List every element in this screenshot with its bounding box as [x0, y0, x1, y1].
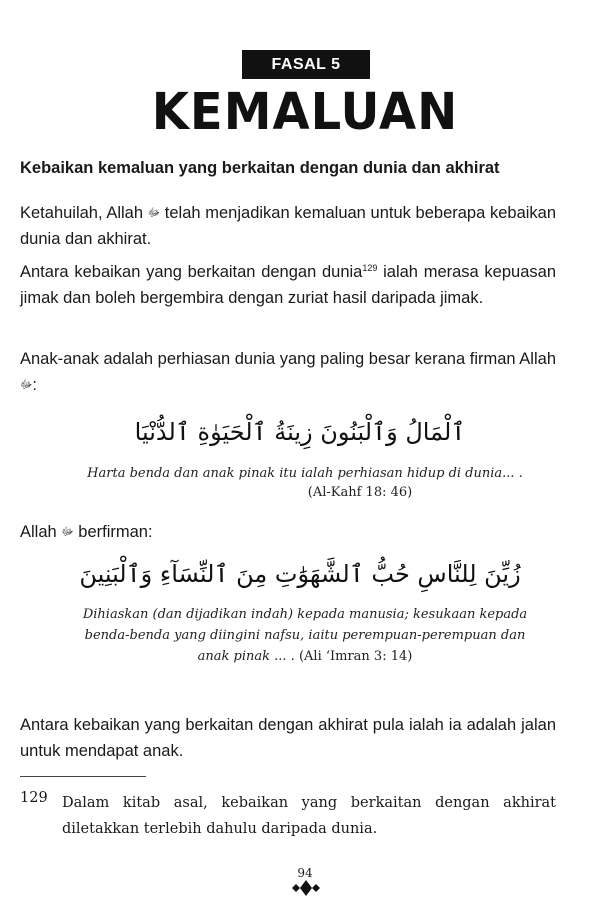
footnote-divider	[20, 776, 146, 777]
para2-text-start: Antara kebaikan yang berkaitan dengan dunia	[20, 263, 363, 281]
footnote-text: Dalam kitab asal, kebaikan yang berkaitan dengan akhirat diletakkan terlebih dahulu daripada dunia.	[62, 795, 556, 837]
verse-1-arabic: ٱلْمَالُ وَٱلْبَنُونَ زِينَةُ ٱلْحَيَوٰةِ ٱلدُّنْيَا	[134, 418, 466, 446]
verse-2-arabic: زُيِّنَ لِلنَّاسِ حُبُّ ٱلشَّهَوَٰتِ مِنَ ٱلنِّسَآءِ وَٱلْبَنِينَ	[79, 560, 521, 588]
para3-text-end: :	[32, 376, 38, 394]
allah-honorific-icon: ﷻ	[147, 207, 161, 219]
paragraph-berfirman	[20, 519, 556, 545]
diamond-ornament-icon	[290, 880, 322, 896]
footnote-reference[interactable]: 129	[362, 263, 378, 273]
verse-1-translation: Harta benda dan anak pinak itu ialah perhiasan hidup di dunia... .	[87, 466, 523, 481]
allah-honorific-icon: ﷻ	[61, 526, 74, 538]
chapter-badge: FASAL 5	[242, 50, 370, 79]
paragraph-intro	[20, 200, 556, 252]
verse-2-line-3-text: anak pinak ... .	[197, 649, 299, 664]
verse-2-line-3	[70, 646, 540, 667]
chapter-title: KEMALUAN	[151, 82, 459, 142]
para4-text-end: berfirman:	[73, 523, 153, 541]
para4-text-start: Allah	[20, 523, 62, 541]
footnote-number: 129	[20, 790, 48, 806]
allah-honorific-icon: ﷻ	[20, 379, 33, 391]
paragraph-anak	[20, 346, 556, 398]
para3-text-start: Anak-anak adalah perhiasan dunia yang paling besar kerana firman Allah	[20, 350, 556, 368]
verse-2-line-2: benda-benda yang diingini nafsu, iaitu perempuan-perempuan dan	[84, 628, 526, 643]
para1-text-start: Ketahuilah, Allah	[20, 204, 148, 222]
para2-text-end: ialah merasa kepuasan jimak dan boleh bergembira dengan zuriat hasil daripada jimak.	[20, 263, 556, 307]
verse-2-line-1: Dihiaskan (dan dijadikan indah) kepada manusia; kesukaan kepada	[82, 607, 528, 622]
paragraph-akhirat: Antara kebaikan yang berkaitan dengan akhirat pula ialah ia adalah jalan untuk mendapat anak.	[20, 716, 556, 760]
section-heading: Kebaikan kemaluan yang berkaitan dengan dunia dan akhirat	[20, 159, 500, 177]
verse-2-translation	[70, 604, 540, 667]
verse-1-reference: (Al-Kahf 18: 46)	[307, 485, 413, 500]
paragraph-dunia	[20, 259, 556, 311]
page-number: 94	[297, 866, 313, 880]
verse-2-reference: (Ali ‘Imran 3: 14)	[298, 649, 413, 664]
para1-text-end: telah menjadikan kemaluan untuk beberapa kebaikan dunia dan akhirat.	[20, 204, 557, 248]
